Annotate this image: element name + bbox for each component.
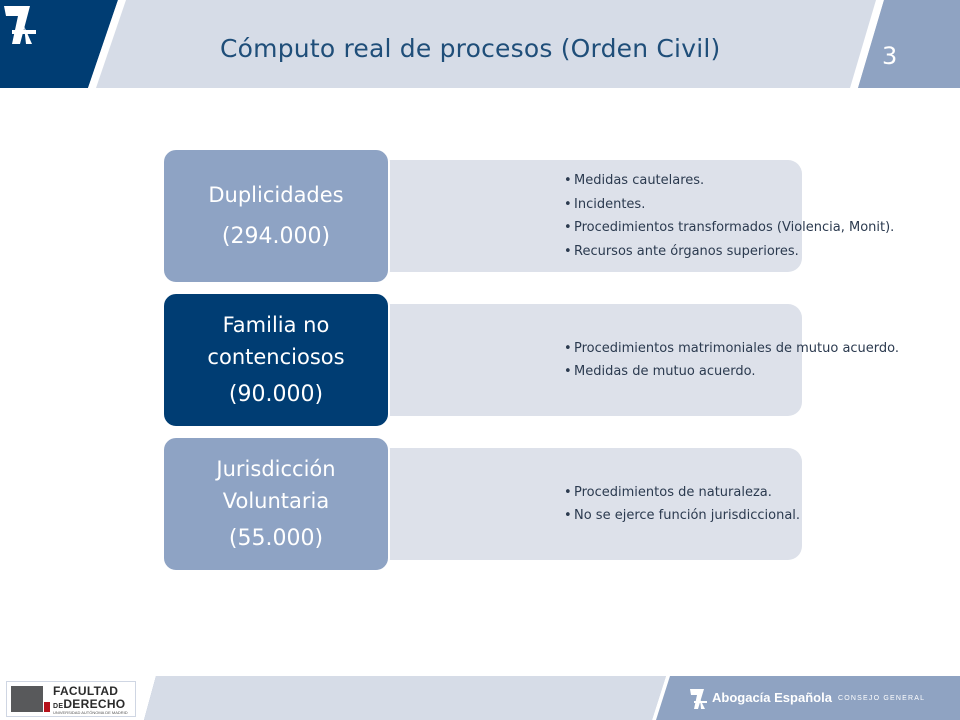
faculty-prefix: DE [53,703,64,710]
category-title-line1: Familia no [222,313,330,337]
category-count: (90.000) [228,382,324,407]
category-count: (55.000) [228,526,324,551]
list-item: • Procedimientos matrimoniales de mutuo acuerdo. [564,337,802,361]
slide-number: 3 [882,42,898,70]
faculty-mark-icon [11,686,43,712]
category-label [162,148,390,284]
detail-panel [342,448,802,560]
category-label [162,436,390,572]
bullet-list [564,337,900,384]
page-title: Cómputo real de procesos (Orden Civil) [220,34,721,63]
block-familia [162,292,900,428]
org-name: Abogacía Española [712,690,832,705]
bullet-list [564,169,895,263]
list-item: • Procedimientos transformados (Violencia, Monit). [564,216,802,240]
detail-panel [342,160,895,272]
header-band [0,0,960,88]
category-count: (294.000) [221,224,331,249]
block-duplicidades [162,148,895,284]
list-item: • Incidentes. [564,193,802,217]
category-title: Duplicidades [208,183,344,207]
category-label [162,292,390,428]
list-item: • Medidas cautelares. [564,169,802,193]
list-item: • Recursos ante órganos superiores. [564,240,802,264]
list-item: • Medidas de mutuo acuerdo. [564,360,802,384]
university-name: UNIVERSIDAD AUTÓNOMA DE MADRID [53,710,128,715]
faculty-name: FACULTAD [53,684,119,698]
category-title-line1: Jurisdicción [216,457,336,481]
faculty-subname [53,697,125,711]
abogacia-small-logo-icon [688,686,710,712]
category-title-line2: Voluntaria [222,489,330,513]
faculty-accent-icon [44,702,50,712]
bullet-list [564,481,802,528]
faculty-subname-text: DERECHO [63,697,126,711]
block-jurisdiccion [162,436,802,572]
detail-panel [342,304,900,416]
category-title-line2: contenciosos [207,345,345,369]
list-item: • Procedimientos de naturaleza. [564,481,802,505]
list-item: • No se ejerce función jurisdiccional. [564,504,802,528]
abogacia-logo-icon [0,0,44,50]
org-subtitle: CONSEJO GENERAL [838,695,926,702]
faculty-logo [6,681,136,717]
